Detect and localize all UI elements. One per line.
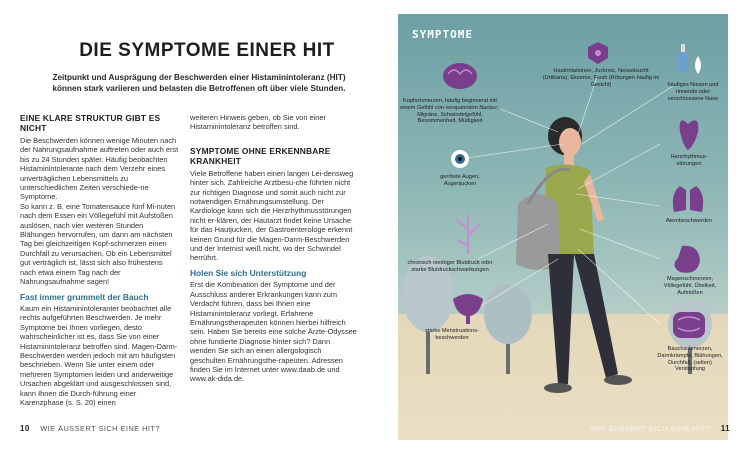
page-number-left: 10 (20, 424, 30, 433)
page-number-right: 11 (720, 424, 730, 433)
right-column (190, 113, 358, 384)
nose-spray-icon (678, 44, 701, 74)
label-bowel: Bauchschmerzen, Darmkrämpfe, Blähungen, Durchfall, (selten) Verstopfung (657, 346, 723, 373)
heading-no-structure: EINE KLARE STRUKTUR GIBT ES NICHT (20, 113, 161, 133)
page-title: DIE SYMPTOME EINER HIT (79, 40, 335, 61)
label-nose: häufiges Niesen und rinnende oder verschlossene Nase (667, 82, 719, 102)
heading-support: Holen Sie sich Unterstützung (190, 267, 307, 278)
label-skin: Hautirritationen, Juckreiz, Nesselsucht (Urtikaria), Ekzeme, Flush (Rötungen häufig im Gesicht) (542, 68, 660, 88)
heart-icon (680, 120, 699, 150)
running-title-right: WIE ÄUSSERT SICH EINE HIT? (590, 424, 711, 433)
label-head: Kopfschmerzen, häufig beginnend mit einem Gefühl von verspanntem Nacken, Migräne, Schwindelgefühl, Benommenheit, Müdigkeit (400, 98, 500, 125)
paragraph-continuation: weiteren Hinweis geben, ob Sie von einer Histaminintoleranz betroffen sind. (190, 113, 326, 132)
right-footer (591, 424, 730, 433)
brain-icon (443, 63, 477, 89)
left-footer (20, 424, 160, 433)
label-eye: gerötete Augen, Augenjucken (440, 174, 480, 187)
tree-left-icon (402, 256, 454, 374)
intestines-icon (673, 312, 705, 338)
heading-stomach: Fast immer grummelt der Bauch (20, 291, 149, 302)
label-heart: Herzrhythmus-störungen (670, 154, 708, 167)
stomach-icon (674, 246, 700, 273)
paragraph-support: Erst die Kombination der Symptome und der Ausschluss anderer Erkrankungen kann zum Verdacht führen, dass bei Ihnen eine Histaminintoleranz vorliegt. Erfahrene Ernährungstherapeuten können hierbei hilfreich sein. Haben Sie bereits eine solche Ärzte-Odyssee ohne fundierte Diagnose hinter sich? Dann wenden Sie sich an einen allergologisch geschulten Ernährungsthe-rapeuten. Adressen finden Sie im Internet unter www.daab.de und www.ak-dida.de. (190, 280, 357, 384)
skin-cell-icon (588, 42, 608, 64)
right-page (375, 0, 750, 455)
intro-text: Zeitpunkt und Ausprägung der Beschwerden einer Histaminintoleranz (HIT) können stark variieren und belasten die Betroffenen oft über viele Stunden. (52, 73, 346, 93)
heading-no-illness: SYMPTOME OHNE ERKENNBARE KRANKHEIT (190, 145, 331, 166)
paragraph-no-illness: Viele Betroffene haben einen langen Lei-densweg hinter sich. Zahlreiche Arztbesu-che führten nicht zur richtigen Diagnose und somit auch nicht zur notwendigen Ernährungsumstellung. Der Kardiologe kann sich die Herzrhythmusstörungen nicht er-klären, der Hautarzt findet keine Ursache für das Hautjucken, der Gastroenterologe erkennt keinen Grund für die Magen-Darm-Beschwerden und der Internist weiß nicht, wo der Schwindel herrührt. (190, 168, 354, 263)
symptom-illustration (398, 14, 728, 440)
label-lungs: Atembeschwerden (665, 218, 713, 224)
paragraph-no-structure: Die Beschwerden können wenige Minuten nach der Nahrungsaufnahme auftreten oder auch erst bis zu 24 Stunden später. Häufig beobachten Histaminintolerante nach dem Verzehr eines unverträglichen Lebensmittels zu unterschiedlichen Zeiten verschiede-ne Symptome. So kann z. B. eine Tomatensauce fünf Mi-nuten nach dem Essen ein Völlegefühl mit Aufstoßen auslösen, nach vier weiteren Stunden Blähungen hervorrufen, um dann am nächsten Tag bei gleichzeitigen Kopf-schmerzen einen Durchfall zu verursachen. Ob ein Lebensmittel gut verträglich ist, lässt sich also frühestens nach etwa einem Tag nach der Nahrungsaufnahme sagen! (20, 136, 179, 287)
running-title-left: WIE ÄUSSERT SICH EINE HIT? (40, 424, 160, 433)
section-title: SYMPTOME (412, 28, 473, 41)
woman-figure-icon (516, 117, 632, 393)
label-vessels: chronisch niedriger Blutdruck oder starke Blutdruckschwankungen (407, 260, 493, 273)
label-stomach: Magenschmerzen, Völlegefühl, Übelkeit, Aufstoßen (663, 276, 717, 296)
blood-vessels-icon (456, 214, 480, 254)
paragraph-stomach: Kaum ein Histaminintoleranter beobachtet alle rechts aufgeführten Beschwerden. Je mehr Symptome bei Ihnen vorliegen, desto wahrscheinlicher ist es, dass Sie von einer Histaminintoleranz betroffen sind. Magen-Darm-Beschwerden werden jedoch mit am häufigsten beschrieben. Wenn Sie unter einem oder mehreren Symptomen leiden und anderweitige Ursachen abgeklärt und ausgeschlossen sind, kann Ihnen die Durch-führung einer Karenzphase (s. S. 20) einen (20, 303, 178, 407)
eye-icon (451, 150, 469, 168)
lungs-icon (673, 186, 703, 212)
label-uterus: starke Menstruations-beschwerden (425, 328, 479, 341)
uterus-icon (453, 294, 483, 324)
left-column (20, 113, 180, 407)
